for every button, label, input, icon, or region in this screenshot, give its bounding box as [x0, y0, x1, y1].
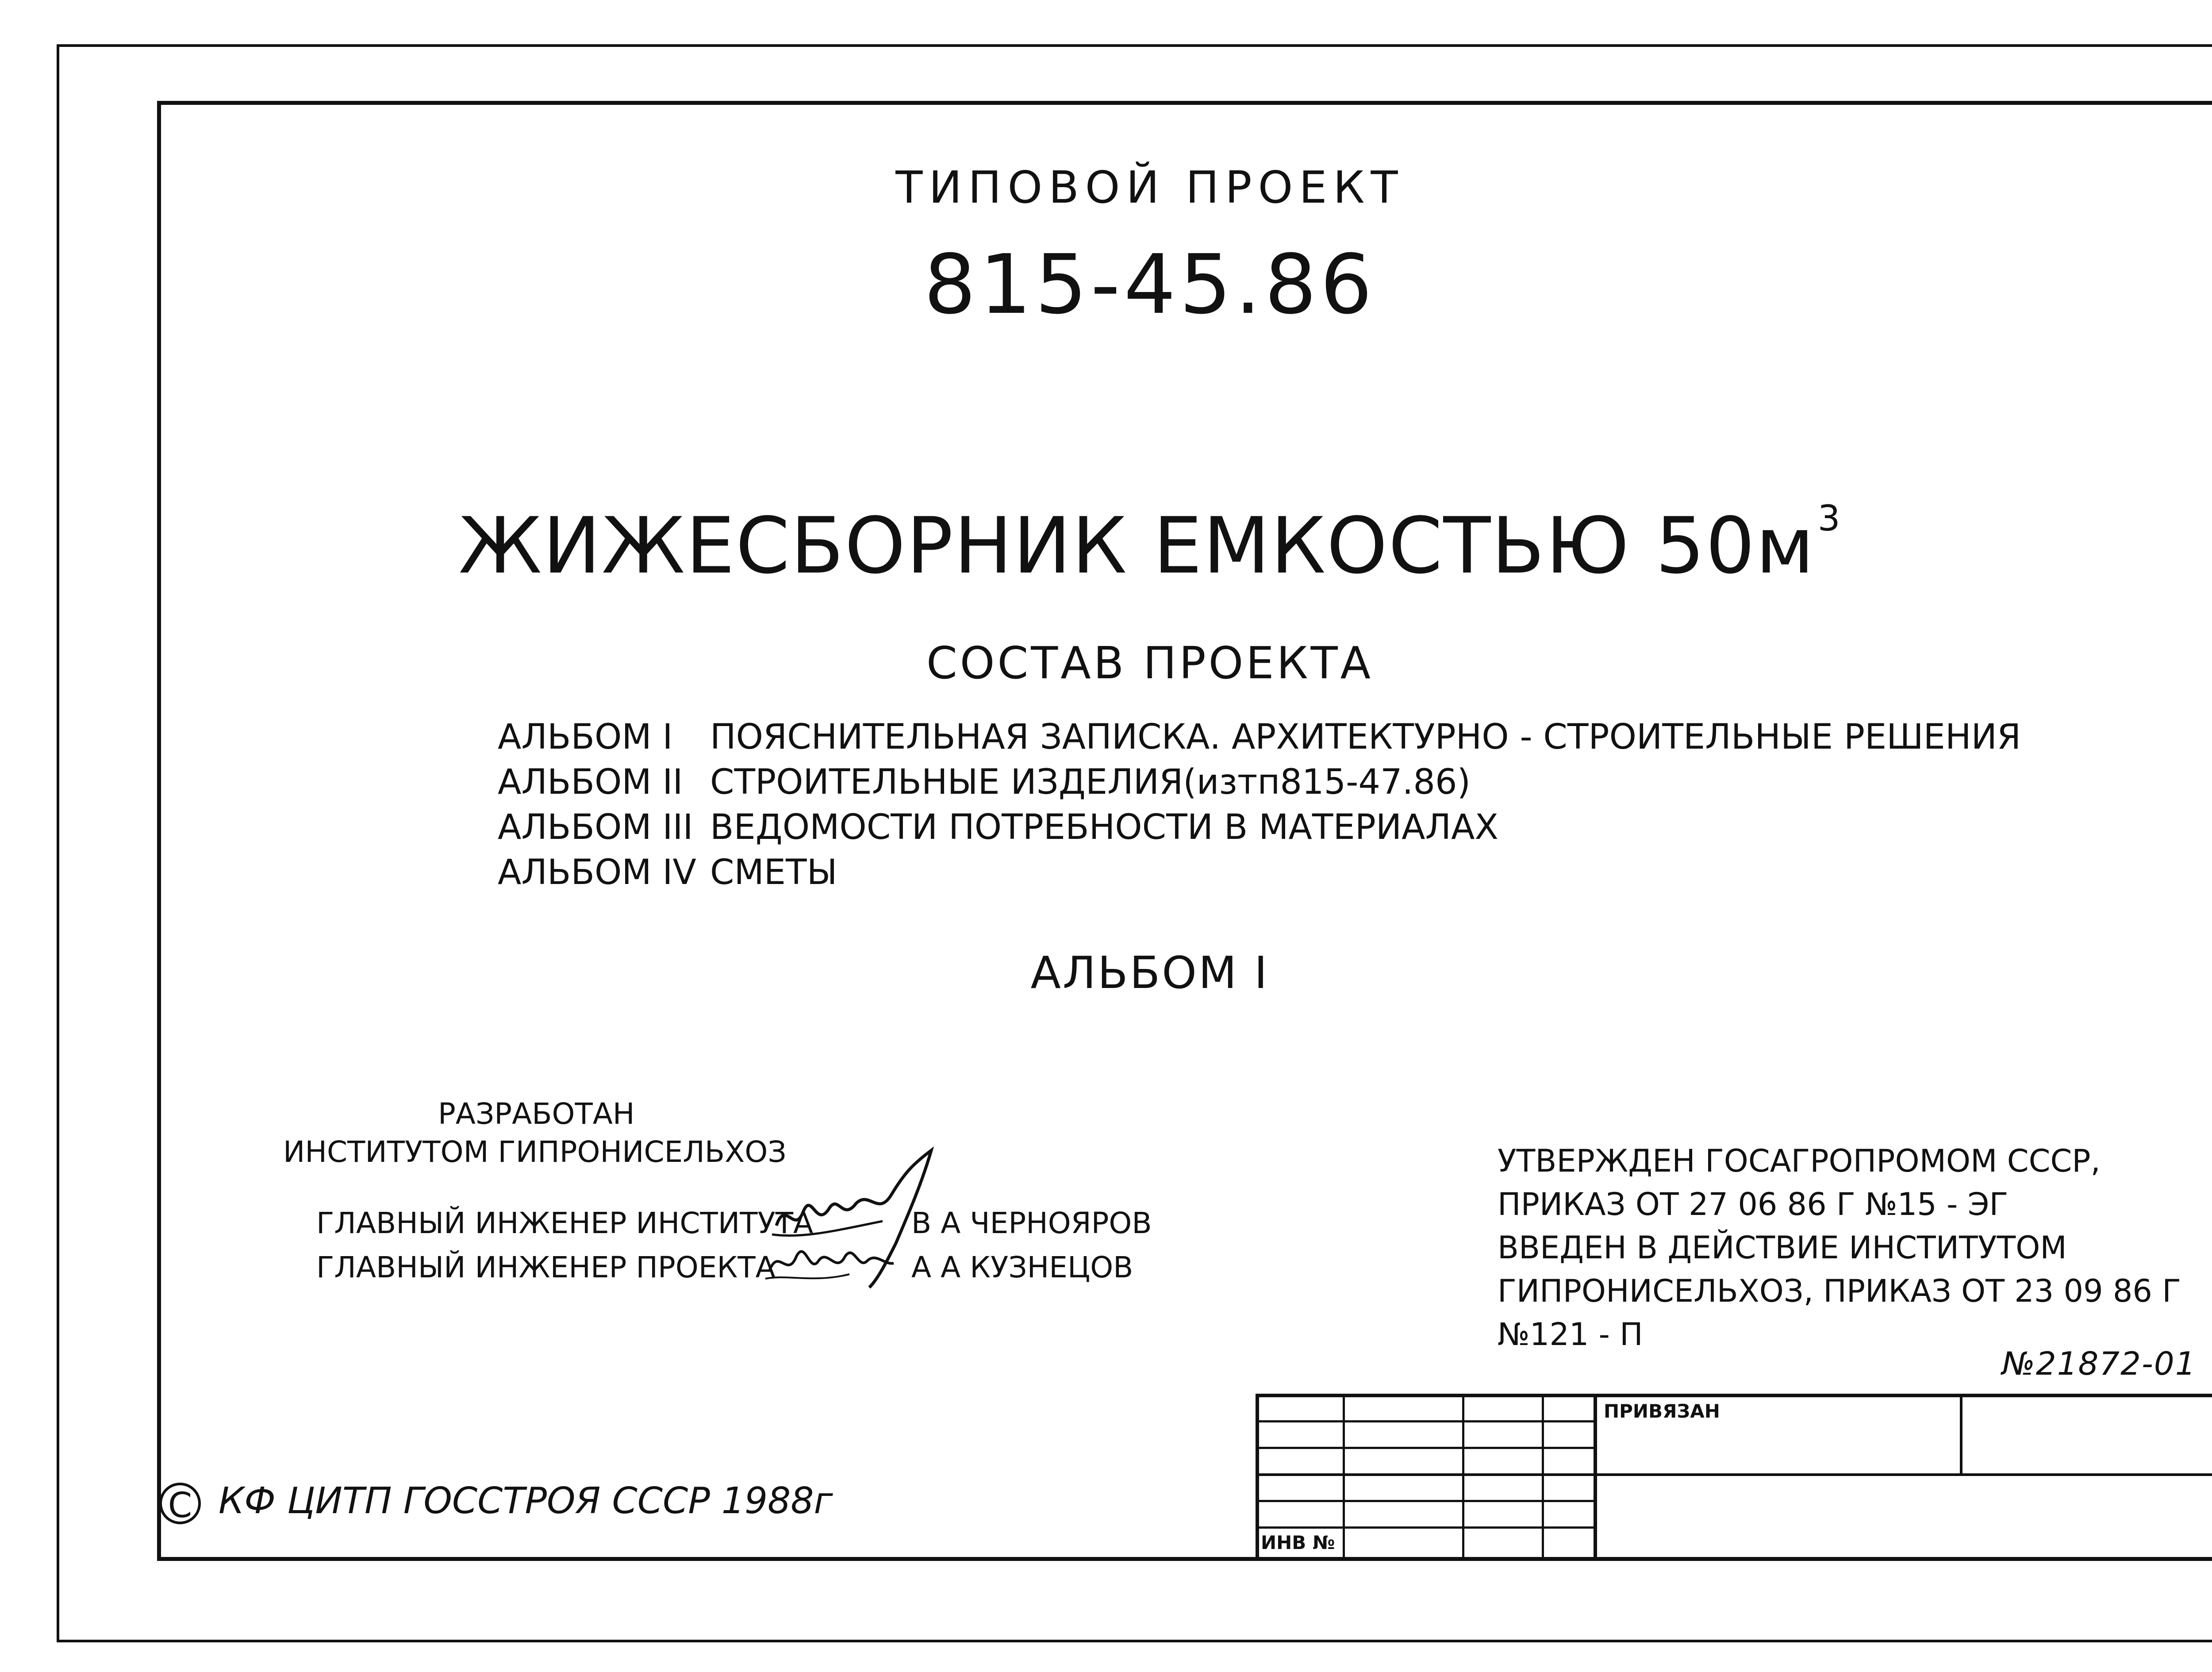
- album-list: [498, 715, 2021, 895]
- album-row: [498, 805, 2021, 850]
- approval-line: ПРИКАЗ ОТ 27 06 86 Г №15 - ЭГ: [1498, 1186, 2008, 1222]
- album-label: АЛЬБОМ I: [498, 717, 673, 757]
- main-title-superscript: 3: [1817, 498, 1841, 539]
- developed-by-line1: РАЗРАБОТАН: [438, 1097, 635, 1131]
- staff-role: ГЛАВНЫЙ ИНЖЕНЕР ИНСТИТУТА: [316, 1206, 814, 1240]
- album-label: АЛЬБОМ III: [498, 807, 693, 847]
- staff-row: [316, 1245, 1152, 1290]
- main-title-text: ЖИЖЕСБОРНИК ЕМКОСТЬЮ 50м: [458, 501, 1815, 591]
- project-number: 815-45.86: [924, 237, 1376, 332]
- album-description: СТРОИТЕЛЬНЫЕ ИЗДЕЛИЯ(изтп815-47.86): [710, 762, 1471, 802]
- copyright-text: КФ ЦИТП ГОССТРОЯ СССР 1988г: [219, 1480, 833, 1522]
- signature-chief-engineer-project: [761, 1221, 902, 1292]
- developed-by: [283, 1095, 814, 1171]
- album-row: [498, 715, 2021, 760]
- approval-line: ГИПРОНИСЕЛЬХОЗ, ПРИКАЗ ОТ 23 09 86 Г: [1498, 1273, 2181, 1309]
- approval-block: [1498, 1139, 2181, 1356]
- project-type: ТИПОВОЙ ПРОЕКТ: [895, 161, 1404, 213]
- composition-heading: СОСТАВ ПРОЕКТА: [926, 637, 1374, 689]
- stamp-top-border: [1256, 1394, 2212, 1397]
- staff-role: ГЛАВНЫЙ ИНЖЕНЕР ПРОЕКТА: [316, 1250, 776, 1284]
- approval-line: ВВЕДЕН В ДЕЙСТВИЕ ИНСТИТУТОМ: [1498, 1230, 2067, 1266]
- album-label: АЛЬБОМ IV: [498, 853, 696, 892]
- current-album: АЛЬБОМ I: [1030, 947, 1269, 999]
- stamp-label-inv: ИНВ №: [1261, 1532, 1335, 1553]
- stamp-row-line: [1256, 1526, 1596, 1529]
- staff-row: [316, 1201, 1152, 1245]
- stamp-row-line: [1256, 1447, 1596, 1449]
- album-description: СМЕТЫ: [710, 853, 837, 892]
- stamp-row-line: [1256, 1473, 2212, 1476]
- album-label: АЛЬБОМ II: [498, 762, 683, 802]
- doc-code: №21872-01: [2002, 1345, 2197, 1382]
- staff-list: [316, 1201, 1152, 1290]
- stamp-col-line: [1960, 1394, 1962, 1473]
- stamp-label-privyazan: ПРИВЯЗАН: [1604, 1400, 1720, 1422]
- approval-line: УТВЕРЖДЕН ГОСАГРОПРОМОМ СССР,: [1498, 1143, 2101, 1179]
- stamp-row-line: [1256, 1500, 1596, 1502]
- album-description: ПОЯСНИТЕЛЬНАЯ ЗАПИСКА. АРХИТЕКТУРНО - СТРОИТЕЛЬНЫЕ РЕШЕНИЯ: [710, 717, 2021, 757]
- album-description: ВЕДОМОСТИ ПОТРЕБНОСТИ В МАТЕРИАЛАХ: [710, 807, 1498, 847]
- album-row: [498, 850, 2021, 895]
- copyright-icon: С: [159, 1483, 201, 1524]
- staff-name: А А КУЗНЕЦОВ: [911, 1250, 1133, 1284]
- copyright: [159, 1480, 833, 1524]
- main-title: [0, 498, 2212, 591]
- approval-line: №121 - П: [1498, 1316, 1643, 1353]
- stamp-row-line: [1256, 1420, 1596, 1422]
- staff-name: В А ЧЕРНОЯРОВ: [911, 1206, 1152, 1240]
- album-row: [498, 760, 2021, 805]
- developed-by-line2: ИНСТИТУТОМ ГИПРОНИСЕЛЬХОЗ: [283, 1135, 787, 1169]
